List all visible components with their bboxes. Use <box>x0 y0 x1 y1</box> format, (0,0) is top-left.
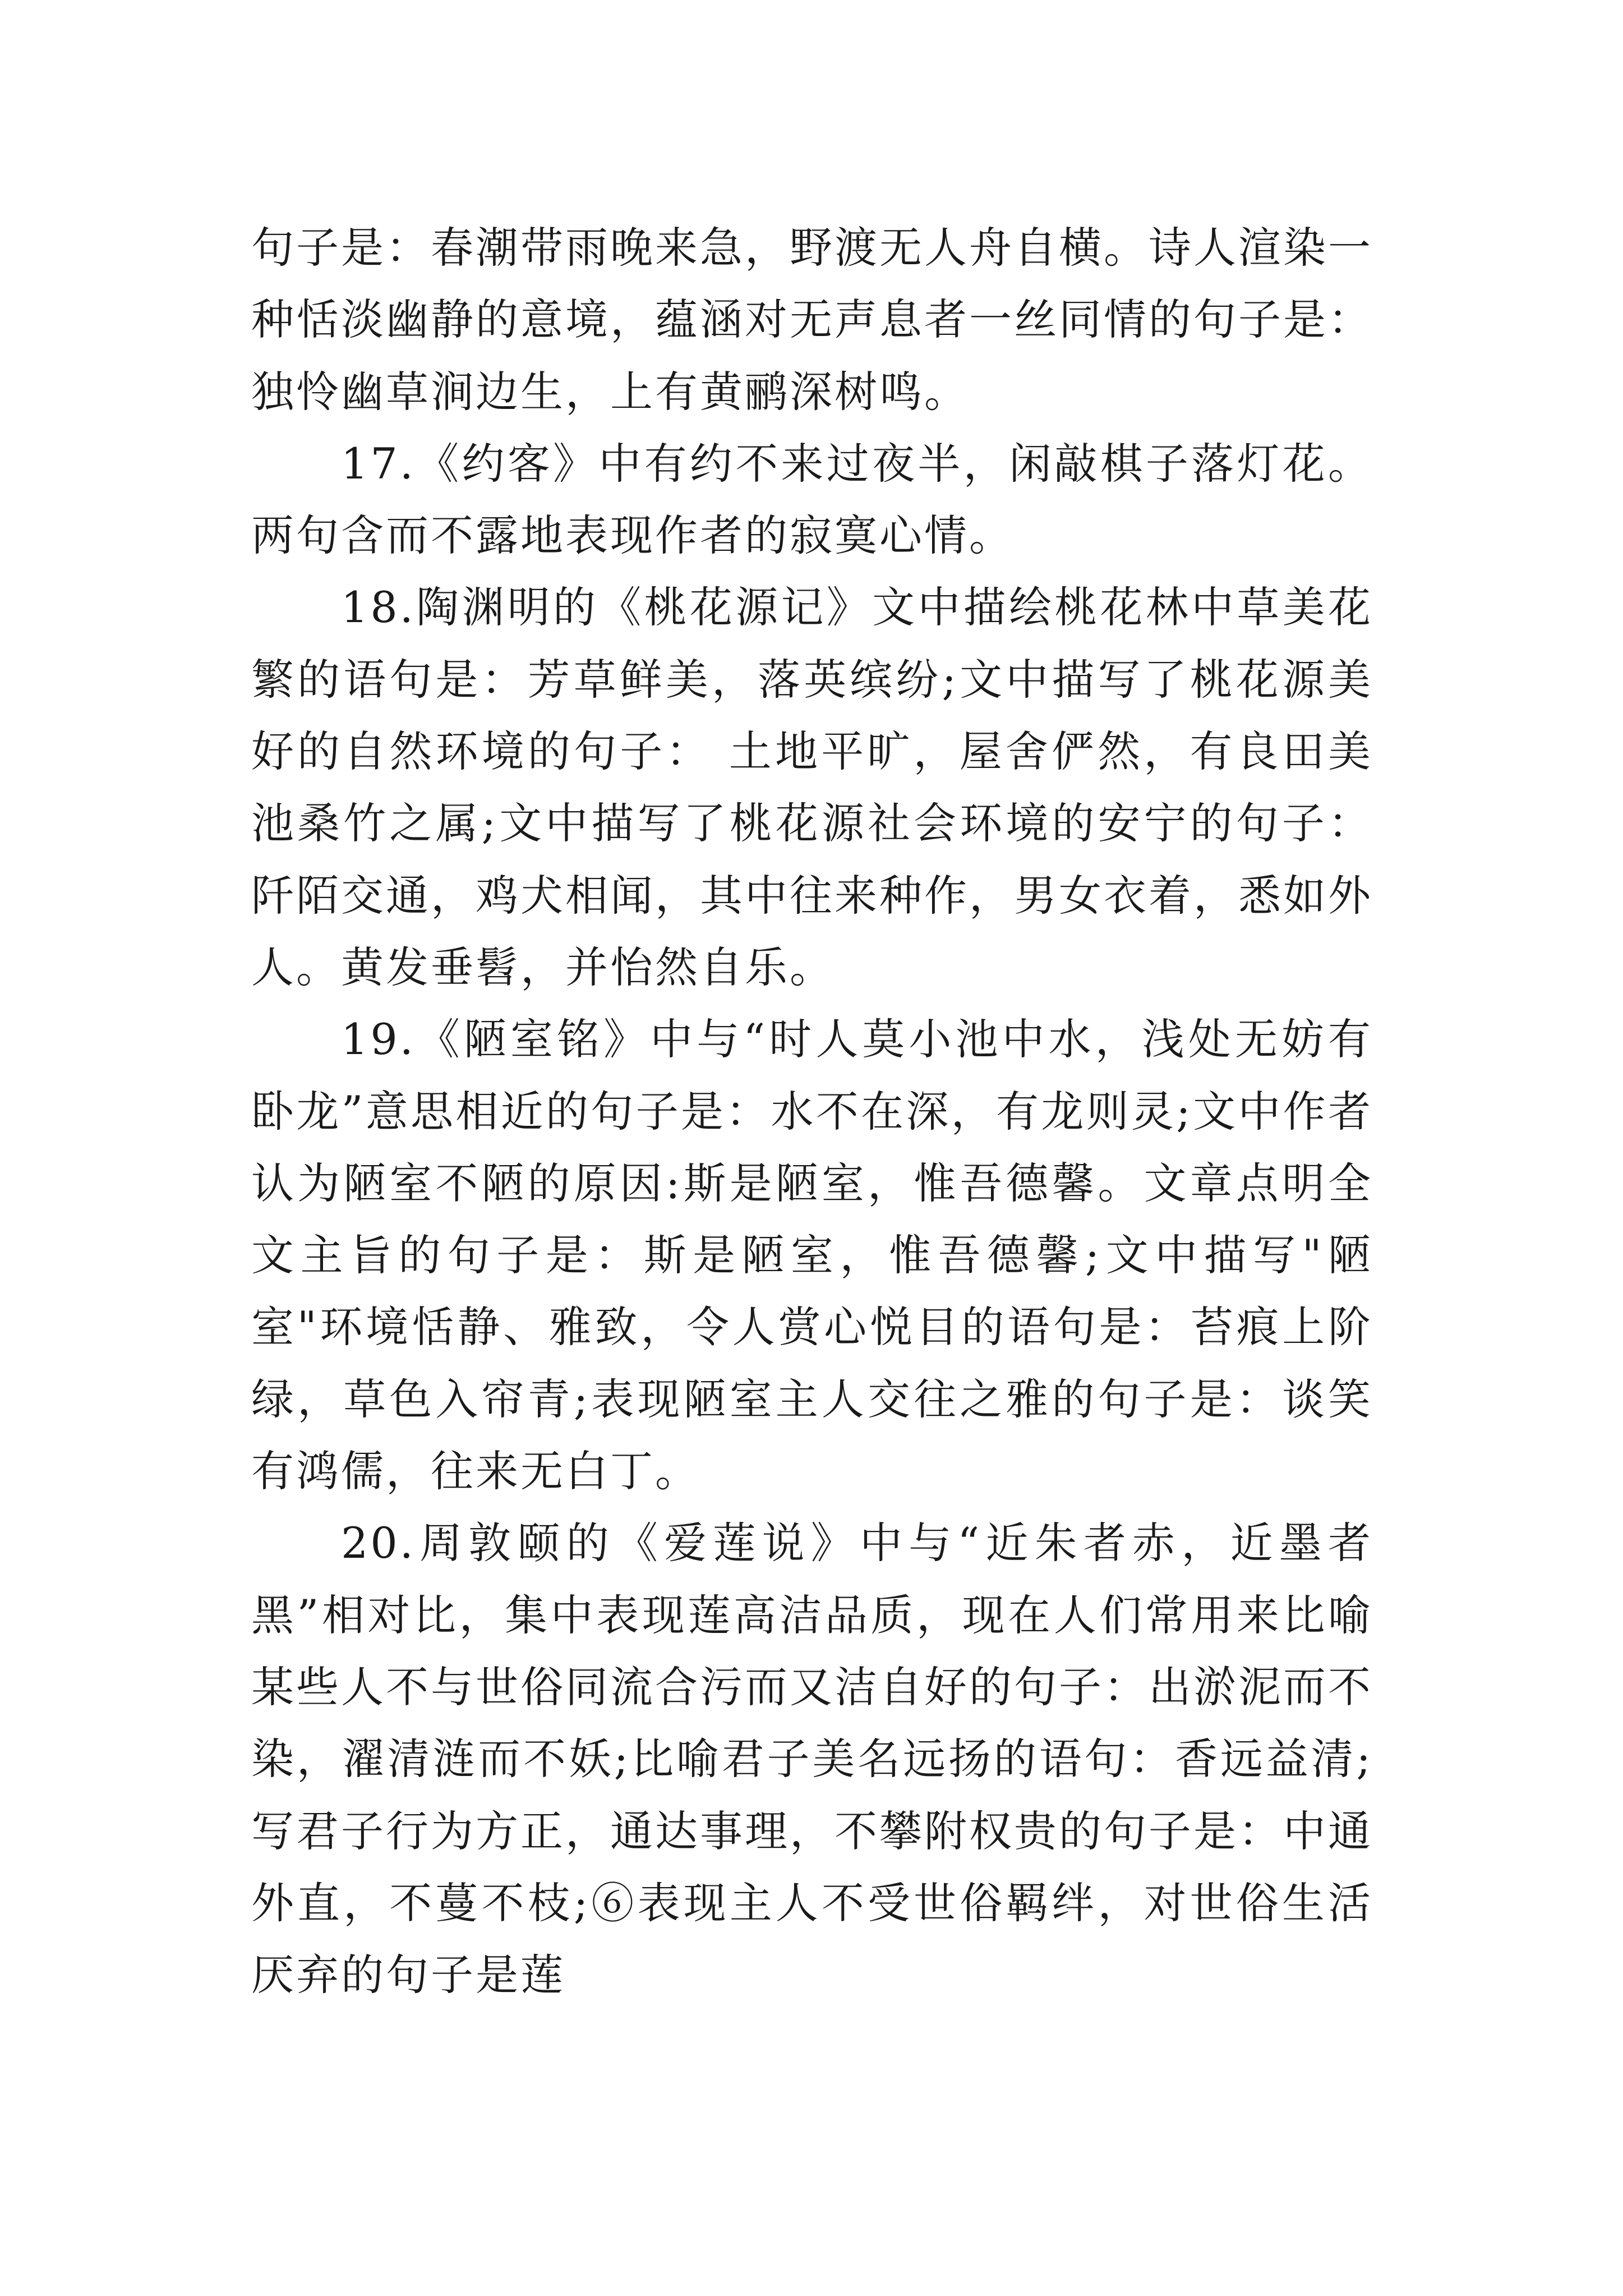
paragraph-item-17: 17.《约客》中有约不来过夜半，闲敲棋子落灯花。两句含而不露地表现作者的寂寞心情。 <box>251 438 1373 561</box>
paragraph-item-20: 20.周敦颐的《爱莲说》中与“近朱者赤，近墨者黑”相对比，集中表现莲高洁品质，现在人们常用来比喻某些人不与世俗同流合污而又洁自好的句子：出淤泥而不染，濯清涟而不妖;比喻君子美名远扬的语句：香远益清;写君子行为方正，通达事理，不攀附权贵的句子是：中通外直，不蔓不枝;⑥表现主人不受世俗羁绊，对世俗生活厌弃的句子是莲 <box>251 1518 1373 2000</box>
paragraph-item-19: 19.《陋室铭》中与“时人莫小池中水，浅处无妨有卧龙”意思相近的句子是：水不在深，有龙则灵;文中作者认为陋室不陋的原因:斯是陋室，惟吾德馨。文章点明全文主旨的句子是：斯是陋室，惟吾德馨;文中描写"陋室"环境恬静、雅致，令人赏心悦目的语句是：苔痕上阶绿，草色入帘青;表现陋室主人交往之雅的句子是：谈笑有鸿儒，往来无白丁。 <box>251 1014 1373 1497</box>
document-body <box>251 212 1373 2011</box>
paragraph-item-18: 18.陶渊明的《桃花源记》文中描绘桃花林中草美花繁的语句是：芳草鲜美，落英缤纷;文中描写了桃花源美好的自然环境的句子： 土地平旷，屋舍俨然，有良田美池桑竹之属;文中描写了桃花源社会环境的安宁的句子： 阡陌交通，鸡犬相闻，其中往来种作，男女衣着，悉如外人。黄发垂髫，并怡然自乐。 <box>251 582 1373 992</box>
paragraph-continuation: 句子是：春潮带雨晚来急，野渡无人舟自横。诗人渲染一种恬淡幽静的意境，蕴涵对无声息者一丝同情的句子是：独怜幽草涧边生，上有黄鹂深树鸣。 <box>251 223 1373 417</box>
